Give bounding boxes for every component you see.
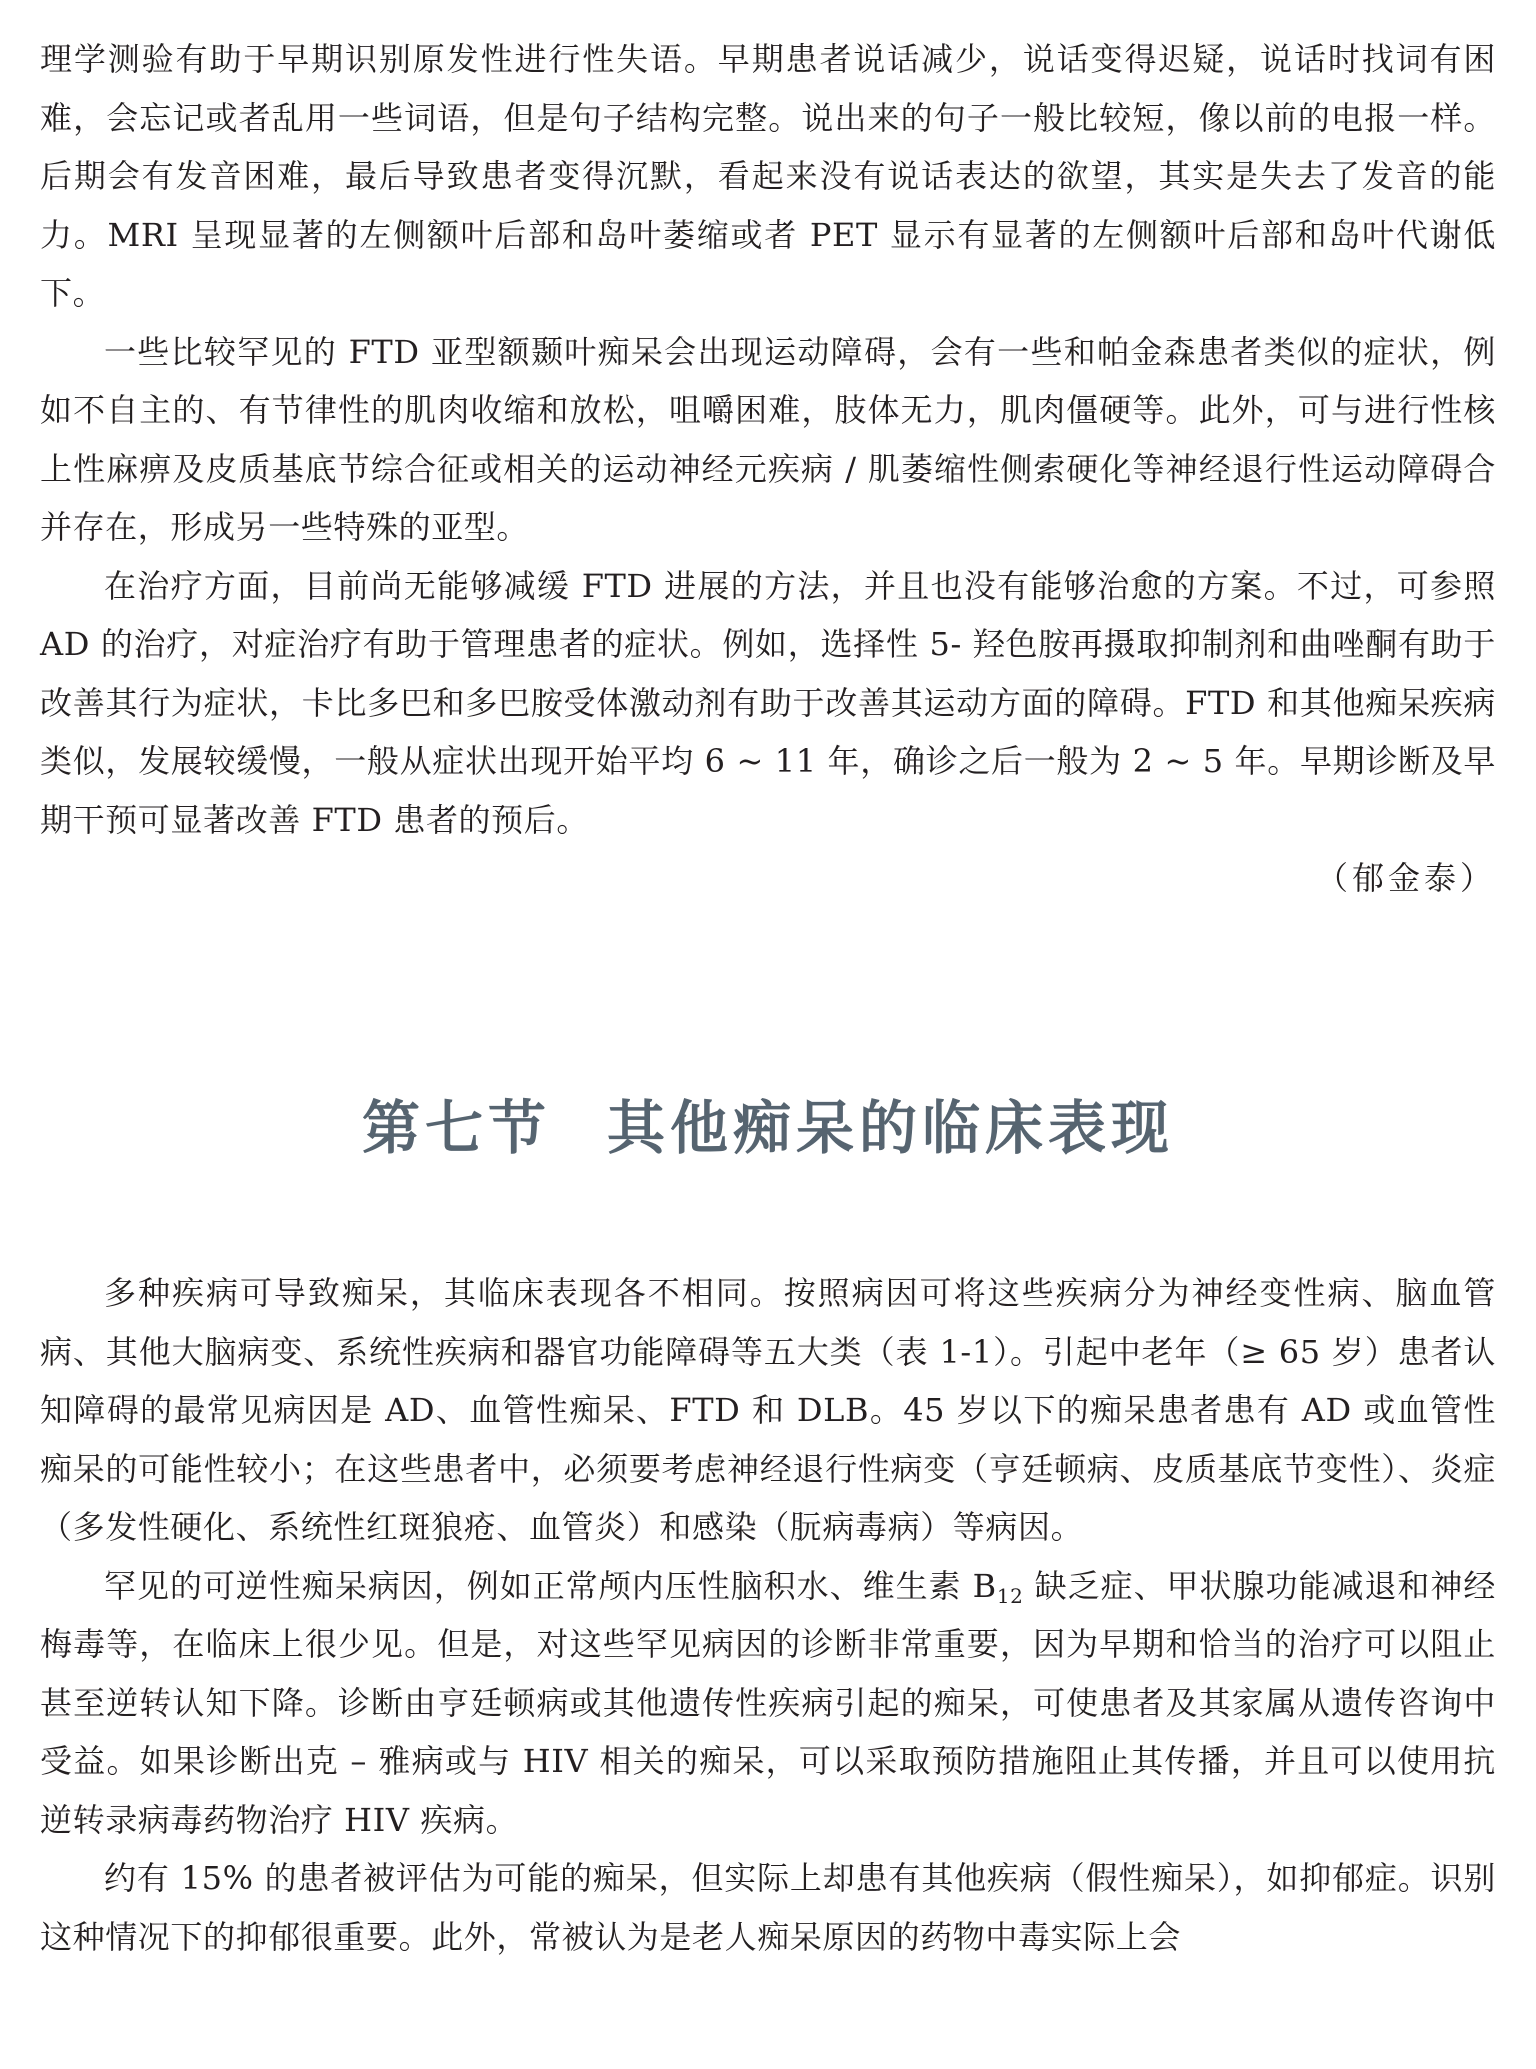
section-heading: 其他痴呆的临床表现 <box>607 1094 1175 1162</box>
section-title <box>40 1088 1496 1168</box>
paragraph-ftd-treatment: 在治疗方面，目前尚无能够减缓 FTD 进展的方法，并且也没有能够治愈的方案。不过，可参照 AD 的治疗，对症治疗有助于管理患者的症状。例如，选择性 5- 羟色胺再摄取抑制剂和曲唑酮有助于改善其行为症状，卡比多巴和多巴胺受体激动剂有助于改善其运动方面的障碍。FTD 和其他痴呆疾病类似，发展较缓慢，一般从症状出现开始平均 6 ~ 11 年，确诊之后一般为 2 ~ 5 年。早期诊断及早期干预可显著改善 FTD 患者的预后。 <box>40 566 1496 839</box>
paragraph-dementia-causes: 多种疾病可导致痴呆，其临床表现各不相同。按照病因可将这些疾病分为神经变性病、脑血管病、其他大脑病变、系统性疾病和器官功能障碍等五大类（表 1-1）。引起中老年（≥ 65 岁）患者认知障碍的最常见病因是 AD、血管性痴呆、FTD 和 DLB。45 岁以下的痴呆患者患有 AD 或血管性痴呆的可能性较小；在这些患者中，必须要考虑神经退行性病变（亨廷顿病、皮质基底节变性）、炎症（多发性硬化、系统性红斑狼疮、血管炎）和感染（朊病毒病）等病因。 <box>40 1274 1496 1546</box>
paragraph-text-part: 缺乏症、甲状腺功能减退和神经梅毒等，在临床上很少见。但是，对这些罕见病因的诊断非常重要，因为早期和恰当的治疗可以阻止甚至逆转认知下降。诊断由亨廷顿病或其他遗传性疾病引起的痴呆，可使患者及其家属从遗传咨询中受益。如果诊断出克 – 雅病或与 HIV 相关的痴呆，可以采取预防措施阻止其传播，并且可以使用抗逆转录病毒药物治疗 HIV 疾病。 <box>40 1566 1496 1839</box>
author-signature: （郁金泰） <box>1315 859 1496 897</box>
section-body <box>40 1264 1496 1966</box>
section-number: 第七节 <box>361 1094 551 1162</box>
subscript-12: 12 <box>996 1583 1024 1608</box>
paragraph-continuation: 理学测验有助于早期识别原发性进行性失语。早期患者说话减少，说话变得迟疑，说话时找词有困难，会忘记或者乱用一些词语，但是句子结构完整。说出来的句子一般比较短，像以前的电报一样。后期会有发音困难，最后导致患者变得沉默，看起来没有说话表达的欲望，其实是失去了发音的能力。MRI 呈现显著的左侧额叶后部和岛叶萎缩或者 PET 显示有显著的左侧额叶后部和岛叶代谢低下。 <box>40 40 1496 312</box>
paragraph-pseudodementia: 约有 15% 的患者被评估为可能的痴呆，但实际上却患有其他疾病（假性痴呆），如抑郁症。识别这种情况下的抑郁很重要。此外，常被认为是老人痴呆原因的药物中毒实际上会 <box>40 1859 1496 1956</box>
paragraph-reversible-causes <box>40 1557 1496 1850</box>
paragraph-ftd-motor: 一些比较罕见的 FTD 亚型额颞叶痴呆会出现运动障碍，会有一些和帕金森患者类似的症状，例如不自主的、有节律性的肌肉收缩和放松，咀嚼困难，肢体无力，肌肉僵硬等。此外，可与进行性核上性麻痹及皮质基底节综合征或相关的运动神经元疾病 / 肌萎缩性侧索硬化等神经退行性运动障碍合并存在，形成另一些特殊的亚型。 <box>40 332 1496 546</box>
page-top-text <box>40 30 1496 907</box>
paragraph-text-part: 罕见的可逆性痴呆病因，例如正常颅内压性脑积水、维生素 B <box>104 1566 997 1605</box>
